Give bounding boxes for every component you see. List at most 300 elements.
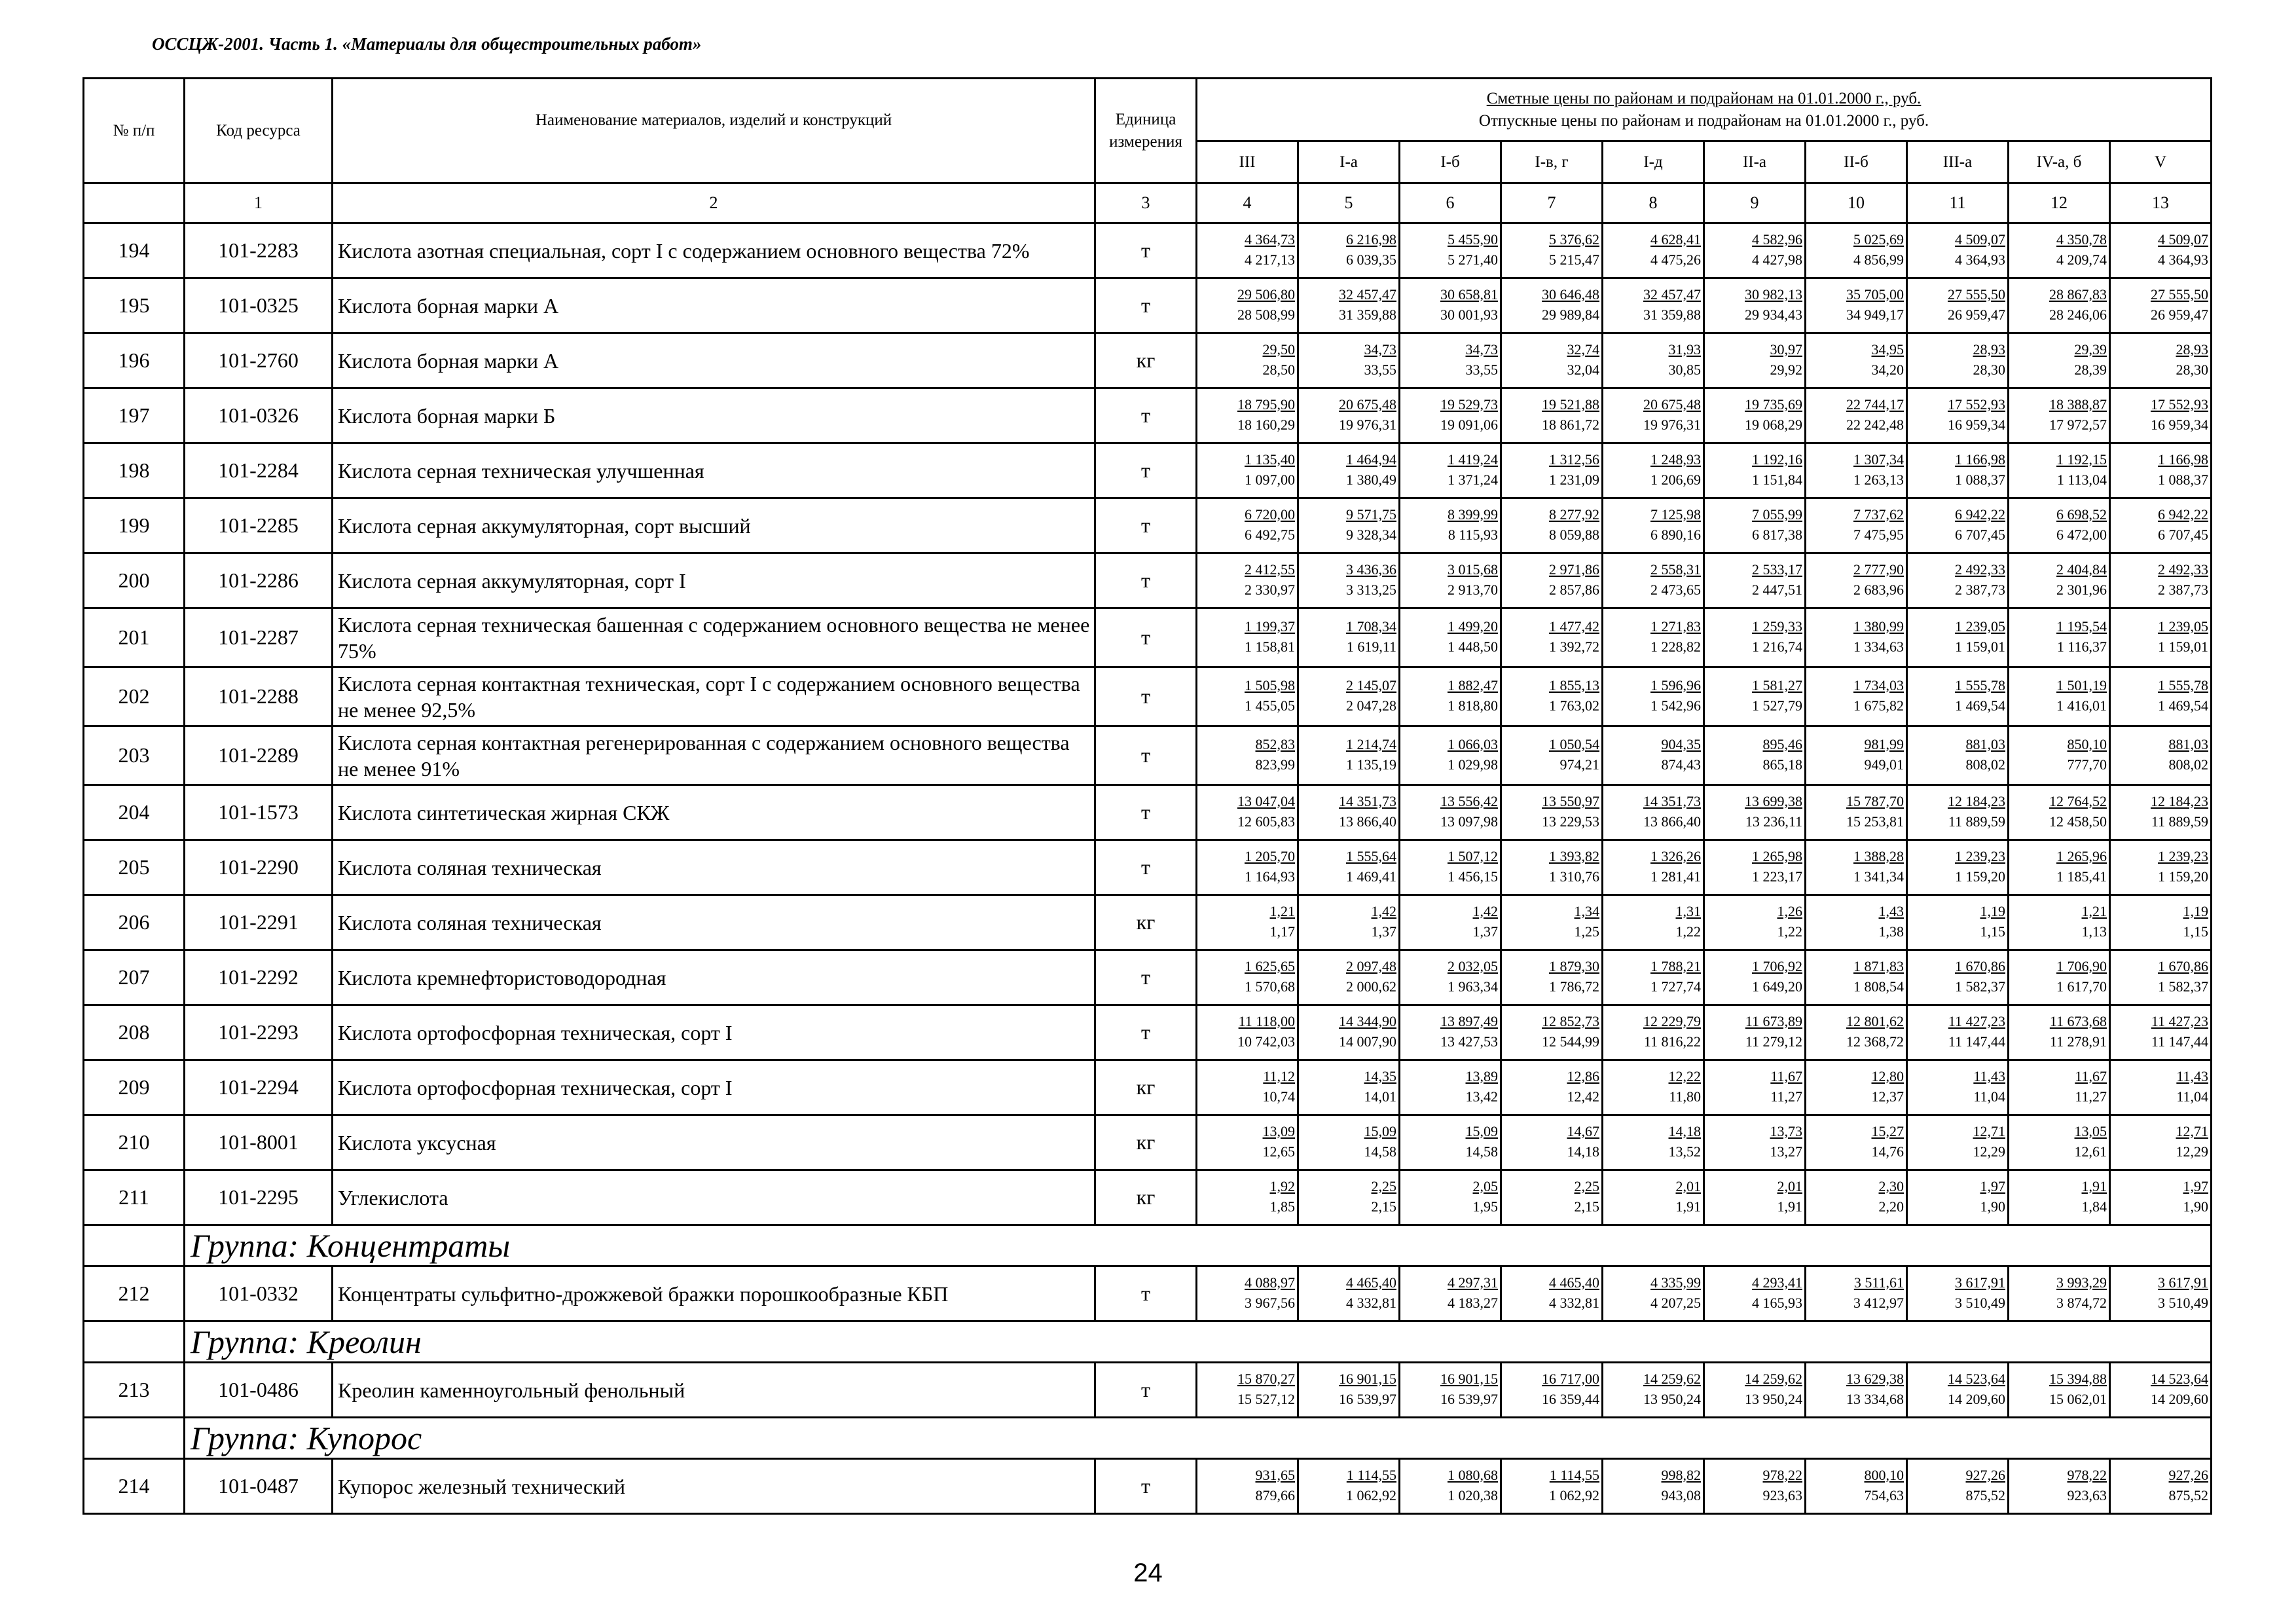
estimate-price: 19 735,69 xyxy=(1745,396,1802,413)
price-cell xyxy=(1603,1060,1704,1115)
estimate-price: 27 555,50 xyxy=(1948,286,2005,303)
row-number: 206 xyxy=(84,895,185,950)
release-price: 2 683,96 xyxy=(1853,581,1904,598)
release-price: 1 455,05 xyxy=(1245,697,1295,714)
release-price: 11 147,44 xyxy=(2151,1033,2209,1050)
release-price: 1 310,76 xyxy=(1549,868,1599,885)
price-cell xyxy=(1907,726,2009,785)
material-name: Кислота уксусная xyxy=(333,1115,1095,1170)
estimate-price: 6 942,22 xyxy=(1955,506,2005,523)
estimate-price: 14 351,73 xyxy=(1643,792,1701,809)
price-cell xyxy=(1298,950,1400,1005)
price-cell xyxy=(1603,1115,1704,1170)
estimate-price: 7 055,99 xyxy=(1752,506,1802,523)
release-price: 28 246,06 xyxy=(2049,306,2107,323)
unit-cell: т xyxy=(1095,785,1197,840)
estimate-price: 1 265,96 xyxy=(2056,847,2107,864)
price-cell xyxy=(1197,278,1298,333)
estimate-price: 1 477,42 xyxy=(1549,618,1599,635)
release-price: 19 068,29 xyxy=(1745,416,1802,433)
release-price: 18 160,29 xyxy=(1237,416,1295,433)
column-number: 7 xyxy=(1501,183,1603,223)
estimate-price: 1 248,93 xyxy=(1650,451,1701,468)
price-cell xyxy=(1197,726,1298,785)
release-price: 1 116,37 xyxy=(2056,638,2107,655)
estimate-price: 31,93 xyxy=(1668,341,1701,358)
release-price: 6 707,45 xyxy=(1955,526,2005,543)
estimate-price: 30,97 xyxy=(1770,341,1802,358)
unit-cell: т xyxy=(1095,1459,1197,1514)
estimate-price: 9 571,75 xyxy=(1346,506,1396,523)
price-cell xyxy=(1806,1005,1907,1060)
resource-code: 101-2284 xyxy=(185,443,333,498)
release-price: 1,15 xyxy=(2183,923,2209,940)
table-row xyxy=(84,950,2212,1005)
price-cell xyxy=(1907,1170,2009,1225)
region-header: I-б xyxy=(1400,141,1501,183)
release-price: 1,25 xyxy=(1574,923,1599,940)
release-price: 1 380,49 xyxy=(1346,471,1396,488)
estimate-price: 881,03 xyxy=(2168,735,2209,752)
estimate-price: 12,71 xyxy=(1973,1122,2005,1139)
release-price: 4 165,93 xyxy=(1752,1294,1802,1311)
table-row xyxy=(84,1170,2212,1225)
table-row xyxy=(84,1005,2212,1060)
row-number: 203 xyxy=(84,726,185,785)
price-cell xyxy=(1806,278,1907,333)
price-cell xyxy=(1907,1060,2009,1115)
price-cell xyxy=(2110,1266,2212,1321)
price-cell xyxy=(1298,278,1400,333)
release-price: 1 159,01 xyxy=(1955,638,2005,655)
row-number: 213 xyxy=(84,1363,185,1418)
resource-code: 101-2293 xyxy=(185,1005,333,1060)
estimate-price: 20 675,48 xyxy=(1643,396,1701,413)
release-price: 12 544,99 xyxy=(1542,1033,1599,1050)
estimate-price: 4 582,96 xyxy=(1752,231,1802,248)
release-price: 1 582,37 xyxy=(2158,978,2209,995)
price-cell xyxy=(1501,895,1603,950)
price-cell xyxy=(1501,1363,1603,1418)
price-cell xyxy=(1298,1170,1400,1225)
release-price: 4 364,93 xyxy=(2158,251,2209,268)
estimate-price: 1 259,33 xyxy=(1752,618,1802,635)
column-number: 3 xyxy=(1095,183,1197,223)
table-row xyxy=(84,443,2212,498)
estimate-price: 1,91 xyxy=(2081,1177,2107,1194)
price-cell xyxy=(1907,498,2009,553)
price-cell xyxy=(1298,553,1400,608)
group-spacer xyxy=(84,1418,185,1459)
price-cell xyxy=(1400,608,1501,667)
release-price: 4 475,26 xyxy=(1650,251,1701,268)
price-cell xyxy=(1603,223,1704,278)
release-price: 28,30 xyxy=(2176,361,2209,378)
price-cell xyxy=(1298,223,1400,278)
unit-cell: кг xyxy=(1095,895,1197,950)
estimate-price: 29,50 xyxy=(1262,341,1295,358)
estimate-price: 1 788,21 xyxy=(1650,957,1701,974)
estimate-price: 1 706,92 xyxy=(1752,957,1802,974)
price-cell xyxy=(1907,1459,2009,1514)
price-cell xyxy=(1197,1005,1298,1060)
release-price: 19 091,06 xyxy=(1440,416,1498,433)
release-price: 875,52 xyxy=(2168,1486,2209,1504)
release-price: 1 135,19 xyxy=(1346,756,1396,773)
release-price: 1,17 xyxy=(1269,923,1295,940)
price-cell xyxy=(1400,667,1501,726)
estimate-price: 3 511,61 xyxy=(1853,1274,1904,1291)
release-price: 2 913,70 xyxy=(1448,581,1498,598)
price-cell xyxy=(1298,1005,1400,1060)
row-number: 209 xyxy=(84,1060,185,1115)
estimate-price: 2 492,33 xyxy=(1955,561,2005,578)
release-price: 1,90 xyxy=(2183,1198,2209,1215)
resource-code: 101-0486 xyxy=(185,1363,333,1418)
price-cell xyxy=(1603,895,1704,950)
release-price: 2 387,73 xyxy=(1955,581,2005,598)
group-spacer xyxy=(84,1225,185,1266)
release-price: 1 263,13 xyxy=(1853,471,1904,488)
release-price: 14,58 xyxy=(1465,1143,1498,1160)
price-cell xyxy=(1400,278,1501,333)
price-cell xyxy=(1501,785,1603,840)
release-price: 1 542,96 xyxy=(1650,697,1701,714)
release-price: 11,04 xyxy=(2176,1088,2209,1105)
estimate-price: 1 505,98 xyxy=(1245,676,1295,693)
estimate-price: 1 239,23 xyxy=(2158,847,2209,864)
region-header: III-а xyxy=(1907,141,2009,183)
release-price: 16 959,34 xyxy=(2151,416,2209,433)
estimate-price: 15,09 xyxy=(1364,1122,1396,1139)
price-cell xyxy=(1197,1170,1298,1225)
release-price: 2 447,51 xyxy=(1752,581,1802,598)
price-cell xyxy=(1501,1266,1603,1321)
price-cell xyxy=(2110,840,2212,895)
price-cell xyxy=(1806,667,1907,726)
release-price: 13 866,40 xyxy=(1643,813,1701,830)
column-number: 4 xyxy=(1197,183,1298,223)
price-cell xyxy=(1501,443,1603,498)
unit-cell: т xyxy=(1095,388,1197,443)
release-price: 1 582,37 xyxy=(1955,978,2005,995)
estimate-price: 1 464,94 xyxy=(1346,451,1396,468)
estimate-price: 11,43 xyxy=(2176,1067,2209,1084)
estimate-price: 17 552,93 xyxy=(1948,396,2005,413)
release-price: 943,08 xyxy=(1661,1486,1701,1504)
release-price: 1 151,84 xyxy=(1752,471,1802,488)
release-price: 1 223,17 xyxy=(1752,868,1802,885)
estimate-price: 850,10 xyxy=(2067,735,2107,752)
price-cell xyxy=(2009,553,2110,608)
estimate-price: 2 558,31 xyxy=(1650,561,1701,578)
release-price: 33,55 xyxy=(1364,361,1396,378)
price-cell xyxy=(1704,608,1806,667)
price-cell xyxy=(2009,1459,2110,1514)
release-price: 3 510,49 xyxy=(1955,1294,2005,1311)
price-cell xyxy=(1704,333,1806,388)
price-cell xyxy=(1806,1060,1907,1115)
table-row xyxy=(84,726,2212,785)
estimate-price: 8 399,99 xyxy=(1448,506,1498,523)
estimate-price: 4 465,40 xyxy=(1549,1274,1599,1291)
row-number: 197 xyxy=(84,388,185,443)
estimate-price: 11 673,89 xyxy=(1745,1012,1802,1029)
release-price: 11,80 xyxy=(1669,1088,1701,1105)
group-row xyxy=(84,1321,2212,1363)
release-price: 34 949,17 xyxy=(1846,306,1904,323)
release-price: 12,29 xyxy=(2176,1143,2209,1160)
estimate-price: 1 239,05 xyxy=(1955,618,2005,635)
estimate-price: 16 717,00 xyxy=(1542,1370,1599,1387)
col-header-npp: № п/п xyxy=(84,79,185,183)
release-price: 12,29 xyxy=(1973,1143,2005,1160)
price-cell xyxy=(1907,388,2009,443)
estimate-price: 2,01 xyxy=(1777,1177,1802,1194)
price-cell xyxy=(1400,443,1501,498)
release-price: 1 158,81 xyxy=(1245,638,1295,655)
price-cell xyxy=(2009,388,2110,443)
price-cell xyxy=(1806,726,1907,785)
price-cell xyxy=(1907,553,2009,608)
estimate-price: 1 507,12 xyxy=(1448,847,1498,864)
release-price: 5 215,47 xyxy=(1549,251,1599,268)
release-price: 22 242,48 xyxy=(1846,416,1904,433)
estimate-price: 11 118,00 xyxy=(1238,1012,1295,1029)
release-price: 1,13 xyxy=(2081,923,2107,940)
price-cell xyxy=(1907,785,2009,840)
release-price: 19 976,31 xyxy=(1339,416,1396,433)
unit-cell: кг xyxy=(1095,1170,1197,1225)
estimate-price: 4 364,73 xyxy=(1245,231,1295,248)
estimate-price: 34,73 xyxy=(1364,341,1396,358)
release-price: 3 874,72 xyxy=(2056,1294,2107,1311)
release-price: 949,01 xyxy=(1864,756,1904,773)
estimate-price: 978,22 xyxy=(1762,1466,1802,1483)
release-price: 15 253,81 xyxy=(1846,813,1904,830)
release-price: 1 216,74 xyxy=(1752,638,1802,655)
group-title: Группа: Купорос xyxy=(185,1418,2212,1459)
estimate-price: 1 307,34 xyxy=(1853,451,1904,468)
release-price: 19 976,31 xyxy=(1643,416,1701,433)
estimate-price: 4 293,41 xyxy=(1752,1274,1802,1291)
price-cell xyxy=(2009,950,2110,1005)
release-price: 1 786,72 xyxy=(1549,978,1599,995)
estimate-price: 14,67 xyxy=(1567,1122,1599,1139)
release-price: 6 472,00 xyxy=(2056,526,2107,543)
estimate-price: 12,71 xyxy=(2176,1122,2209,1139)
release-price: 12 458,50 xyxy=(2049,813,2107,830)
estimate-price: 11,12 xyxy=(1263,1067,1295,1084)
resource-code: 101-1573 xyxy=(185,785,333,840)
price-cell xyxy=(2009,667,2110,726)
release-price: 1 456,15 xyxy=(1448,868,1498,885)
price-cell xyxy=(1704,1170,1806,1225)
price-cell xyxy=(1400,1060,1501,1115)
unit-cell: кг xyxy=(1095,1115,1197,1170)
release-price: 11 889,59 xyxy=(2151,813,2209,830)
price-cell xyxy=(1197,840,1298,895)
price-cell xyxy=(1197,553,1298,608)
price-cell xyxy=(1603,278,1704,333)
price-cell xyxy=(1197,950,1298,1005)
page-number: 24 xyxy=(1133,1559,1163,1587)
release-price: 29,92 xyxy=(1770,361,1802,378)
price-cell xyxy=(2110,278,2212,333)
estimate-price: 881,03 xyxy=(1965,735,2005,752)
release-price: 923,63 xyxy=(1762,1486,1802,1504)
price-cell xyxy=(1501,498,1603,553)
price-cell xyxy=(1806,950,1907,1005)
price-cell xyxy=(1704,895,1806,950)
estimate-price: 931,65 xyxy=(1255,1466,1295,1483)
price-cell xyxy=(1298,1363,1400,1418)
release-price: 2 301,96 xyxy=(2056,581,2107,598)
region-header: I-д xyxy=(1603,141,1704,183)
release-price: 2,20 xyxy=(1878,1198,1904,1215)
price-cell xyxy=(1501,333,1603,388)
price-cell xyxy=(1806,333,1907,388)
price-cell xyxy=(1400,726,1501,785)
estimate-price: 1,42 xyxy=(1472,902,1498,919)
price-cell xyxy=(1501,608,1603,667)
price-cell xyxy=(1907,840,2009,895)
estimate-price: 3 993,29 xyxy=(2056,1274,2107,1291)
estimate-price: 6 216,98 xyxy=(1346,231,1396,248)
release-price: 974,21 xyxy=(1559,756,1599,773)
price-cell xyxy=(2110,443,2212,498)
unit-cell: т xyxy=(1095,278,1197,333)
price-cell xyxy=(1806,498,1907,553)
estimate-price: 1 596,96 xyxy=(1650,676,1701,693)
price-cell xyxy=(1197,608,1298,667)
price-cell xyxy=(2110,1363,2212,1418)
column-number: 1 xyxy=(185,183,333,223)
price-cell xyxy=(1704,1363,1806,1418)
release-price: 1 228,82 xyxy=(1650,638,1701,655)
release-price: 15 062,01 xyxy=(2049,1390,2107,1407)
resource-code: 101-2291 xyxy=(185,895,333,950)
estimate-price: 13,73 xyxy=(1770,1122,1802,1139)
price-cell xyxy=(2009,223,2110,278)
estimate-price: 30 982,13 xyxy=(1745,286,1802,303)
price-cell xyxy=(1907,667,2009,726)
estimate-price: 2,01 xyxy=(1675,1177,1701,1194)
price-cell xyxy=(1806,1363,1907,1418)
price-cell xyxy=(2009,1363,2110,1418)
estimate-price: 14 259,62 xyxy=(1643,1370,1701,1387)
release-price: 16 359,44 xyxy=(1542,1390,1599,1407)
estimate-price: 2 777,90 xyxy=(1853,561,1904,578)
material-name: Кислота азотная специальная, сорт I с содержанием основного вещества 72% xyxy=(333,223,1095,278)
estimate-price: 2 412,55 xyxy=(1245,561,1295,578)
price-cell xyxy=(1806,388,1907,443)
release-price: 12 605,83 xyxy=(1237,813,1295,830)
region-header: I-а xyxy=(1298,141,1400,183)
estimate-price: 4 465,40 xyxy=(1346,1274,1396,1291)
estimate-price: 14 344,90 xyxy=(1339,1012,1396,1029)
release-price: 13 427,53 xyxy=(1440,1033,1498,1050)
release-price: 6 707,45 xyxy=(2158,526,2209,543)
price-cell xyxy=(1298,895,1400,950)
estimate-price: 1 501,19 xyxy=(2056,676,2107,693)
price-cell xyxy=(2110,608,2212,667)
col-header-unit: Единица измерения xyxy=(1095,79,1197,183)
release-price: 1 159,01 xyxy=(2158,638,2209,655)
price-cell xyxy=(1298,608,1400,667)
row-number: 211 xyxy=(84,1170,185,1225)
estimate-price: 1 706,90 xyxy=(2056,957,2107,974)
estimate-price: 12,86 xyxy=(1567,1067,1599,1084)
estimate-price: 29 506,80 xyxy=(1237,286,1295,303)
release-price: 1,22 xyxy=(1675,923,1701,940)
release-price: 11 889,59 xyxy=(1948,813,2005,830)
price-cell xyxy=(1298,1115,1400,1170)
estimate-price: 1 879,30 xyxy=(1549,957,1599,974)
release-price: 14,18 xyxy=(1567,1143,1599,1160)
price-cell xyxy=(1197,1459,1298,1514)
unit-cell: т xyxy=(1095,1363,1197,1418)
release-price: 4 364,93 xyxy=(1955,251,2005,268)
release-price: 28,30 xyxy=(1973,361,2005,378)
estimate-price: 18 388,87 xyxy=(2049,396,2107,413)
release-price: 1 159,20 xyxy=(2158,868,2209,885)
estimate-price: 1,19 xyxy=(1980,902,2005,919)
estimate-price: 895,46 xyxy=(1762,735,1802,752)
release-price: 14,58 xyxy=(1364,1143,1396,1160)
release-price: 2 000,62 xyxy=(1346,978,1396,995)
release-price: 9 328,34 xyxy=(1346,526,1396,543)
estimate-price: 12 764,52 xyxy=(2049,792,2107,809)
column-number: 6 xyxy=(1400,183,1501,223)
estimate-price: 2 971,86 xyxy=(1549,561,1599,578)
unit-cell: т xyxy=(1095,498,1197,553)
estimate-price: 1 380,99 xyxy=(1853,618,1904,635)
price-cell xyxy=(1704,1266,1806,1321)
estimate-price: 15 394,88 xyxy=(2049,1370,2107,1387)
price-cell xyxy=(1907,333,2009,388)
price-cell xyxy=(1298,443,1400,498)
estimate-price: 11 673,68 xyxy=(2049,1012,2107,1029)
estimate-price: 28,93 xyxy=(1973,341,2005,358)
region-header: II-б xyxy=(1806,141,1907,183)
price-cell xyxy=(1603,726,1704,785)
release-price: 1,37 xyxy=(1371,923,1396,940)
estimate-price: 14,35 xyxy=(1364,1067,1396,1084)
price-cell xyxy=(1400,498,1501,553)
price-cell xyxy=(1603,498,1704,553)
price-cell xyxy=(1501,388,1603,443)
release-price: 6 039,35 xyxy=(1346,251,1396,268)
estimate-price: 4 509,07 xyxy=(2158,231,2209,248)
release-price: 1 281,41 xyxy=(1650,868,1701,885)
release-price: 1 334,63 xyxy=(1853,638,1904,655)
estimate-price: 978,22 xyxy=(2067,1466,2107,1483)
region-header: IV-а, б xyxy=(2009,141,2110,183)
release-price: 1,91 xyxy=(1675,1198,1701,1215)
estimate-price: 6 720,00 xyxy=(1245,506,1295,523)
release-price: 11 147,44 xyxy=(1948,1033,2005,1050)
column-number: 10 xyxy=(1806,183,1907,223)
release-price: 12,61 xyxy=(2074,1143,2107,1160)
release-price: 29 989,84 xyxy=(1542,306,1599,323)
release-price: 12,37 xyxy=(1871,1088,1904,1105)
release-price: 1 371,24 xyxy=(1448,471,1498,488)
price-cell xyxy=(1298,726,1400,785)
table-row xyxy=(84,1363,2212,1418)
release-price: 1 763,02 xyxy=(1549,697,1599,714)
price-cell xyxy=(1400,840,1501,895)
